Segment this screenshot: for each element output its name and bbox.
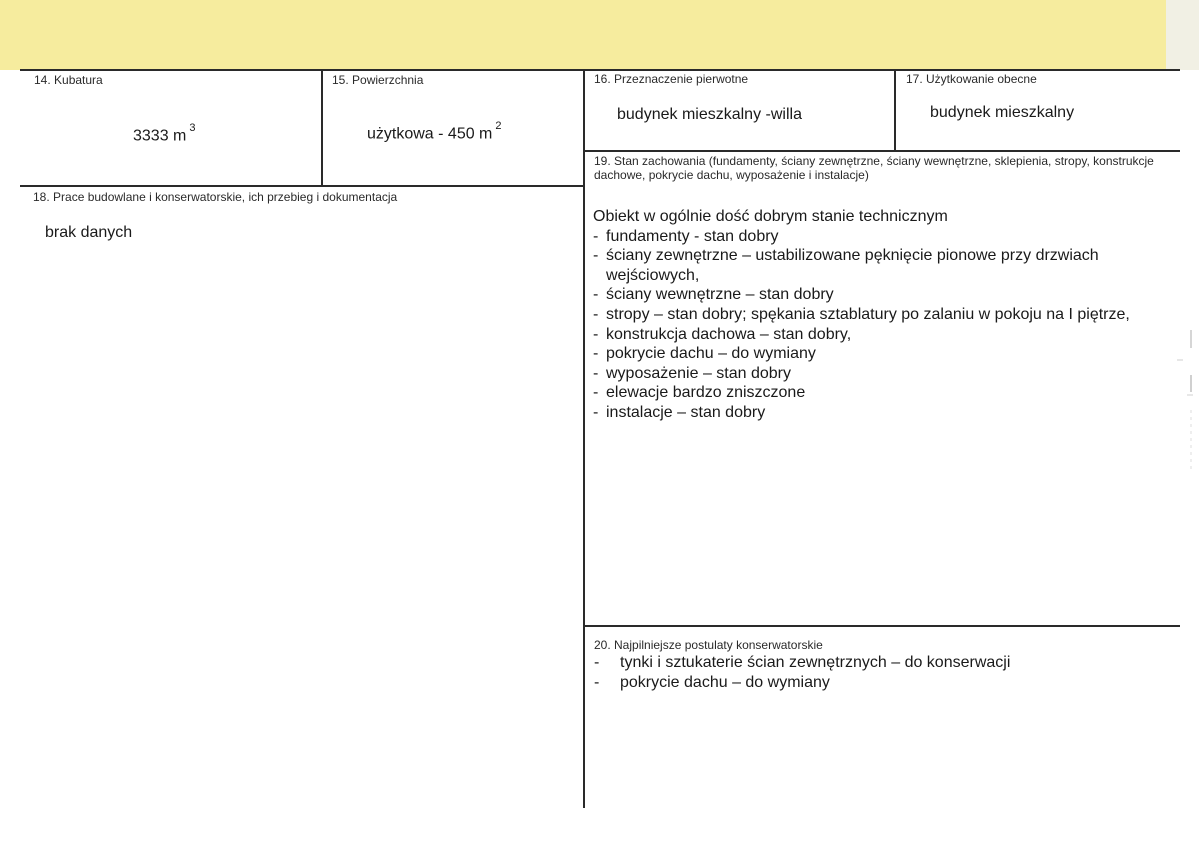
list-item xyxy=(593,305,1158,325)
przeznaczenie-value: budynek mieszkalny -willa xyxy=(617,106,802,123)
stan-label: 19. Stan zachowania (fundamenty, ściany zewnętrzne, ściany wewnętrzne, sklepienia, stropy, konstrukcje dachowe, pokrycie dachu, wyposażenie i instalacje) xyxy=(594,154,1154,182)
powierzchnia-label: 15. Powierzchnia xyxy=(332,73,424,87)
grid-line-right-lower xyxy=(584,625,1180,627)
kubatura-unit-exponent: 3 xyxy=(189,122,196,134)
dash-mark: - xyxy=(593,403,599,421)
stan-item-text: stropy – stan dobry; spękania sztablatury po zalaniu w pokoju na I piętrze, xyxy=(606,305,1130,323)
dash-mark: - xyxy=(593,384,599,402)
stan-list xyxy=(593,207,1158,423)
dash-mark: - xyxy=(594,654,600,671)
stan-item-text: ściany wewnętrzne – stan dobry xyxy=(606,286,834,304)
grid-line-vertical-kubatura xyxy=(321,69,323,186)
list-item xyxy=(593,344,1158,364)
stan-item-text: pokrycie dachu – do wymiany xyxy=(606,345,816,363)
postulaty-item-text: tynki i sztukaterie ścian zewnętrznych – do konserwacji xyxy=(620,654,1011,671)
stan-item-text: fundamenty - stan dobry xyxy=(606,227,779,245)
stan-lead: Obiekt w ogólnie dość dobrym stanie technicznym xyxy=(593,208,948,225)
list-item xyxy=(594,653,1164,673)
list-item xyxy=(593,285,1158,305)
grid-line-vertical-center xyxy=(583,69,585,808)
dash-mark: - xyxy=(593,227,599,245)
list-item xyxy=(593,246,1158,285)
list-item xyxy=(593,383,1158,403)
postulaty-list xyxy=(594,653,1164,692)
kubatura-value xyxy=(133,122,196,145)
stan-item-text: ściany zewnętrzne – ustabilizowane pęknięcie pionowe przy drzwiach wejściowych, xyxy=(606,247,1099,284)
grid-line-left-mid xyxy=(20,185,584,187)
dash-mark: - xyxy=(593,364,599,382)
dash-mark: - xyxy=(593,305,599,323)
powierzchnia-unit-exponent: 2 xyxy=(495,120,502,132)
postulaty-item-text: pokrycie dachu – do wymiany xyxy=(620,673,830,691)
stan-item-text: instalacje – stan dobry xyxy=(606,403,766,421)
powierzchnia-value-text: użytkowa - 450 m xyxy=(367,125,493,143)
list-item xyxy=(594,673,1164,693)
stan-item-text: konstrukcja dachowa – stan dobry, xyxy=(606,325,852,343)
grid-line-right-mid xyxy=(584,150,1180,152)
prace-value: brak danych xyxy=(45,224,133,241)
przeznaczenie-label: 16. Przeznaczenie pierwotne xyxy=(594,72,749,86)
uzytkowanie-label: 17. Użytkowanie obecne xyxy=(906,72,1037,86)
list-item xyxy=(593,364,1158,384)
dash-mark: - xyxy=(594,673,600,691)
powierzchnia-value xyxy=(367,120,502,143)
grid-line-vertical-uzytkowanie xyxy=(894,69,896,151)
prace-label: 18. Prace budowlane i konserwatorskie, ich przebieg i dokumentacja xyxy=(33,190,398,204)
list-item xyxy=(593,325,1158,345)
stan-item-text: wyposażenie – stan dobry xyxy=(606,364,791,382)
scan-edge-marks xyxy=(1169,300,1197,480)
list-item xyxy=(593,403,1158,423)
stan-item-text: elewacje bardzo zniszczone xyxy=(606,384,806,402)
dash-mark: - xyxy=(593,325,599,343)
postulaty-label: 20. Najpilniejsze postulaty konserwatorskie xyxy=(594,638,823,652)
kubatura-value-text: 3333 m xyxy=(133,127,187,145)
header-band-edge xyxy=(1166,0,1199,70)
kubatura-label: 14. Kubatura xyxy=(34,73,103,87)
dash-mark: - xyxy=(593,286,599,304)
grid-line-top xyxy=(20,69,1180,71)
uzytkowanie-value: budynek mieszkalny xyxy=(930,104,1075,121)
yellow-header-band xyxy=(0,0,1166,70)
dash-mark: - xyxy=(593,345,599,363)
dash-mark: - xyxy=(593,247,599,265)
list-item xyxy=(593,227,1158,247)
